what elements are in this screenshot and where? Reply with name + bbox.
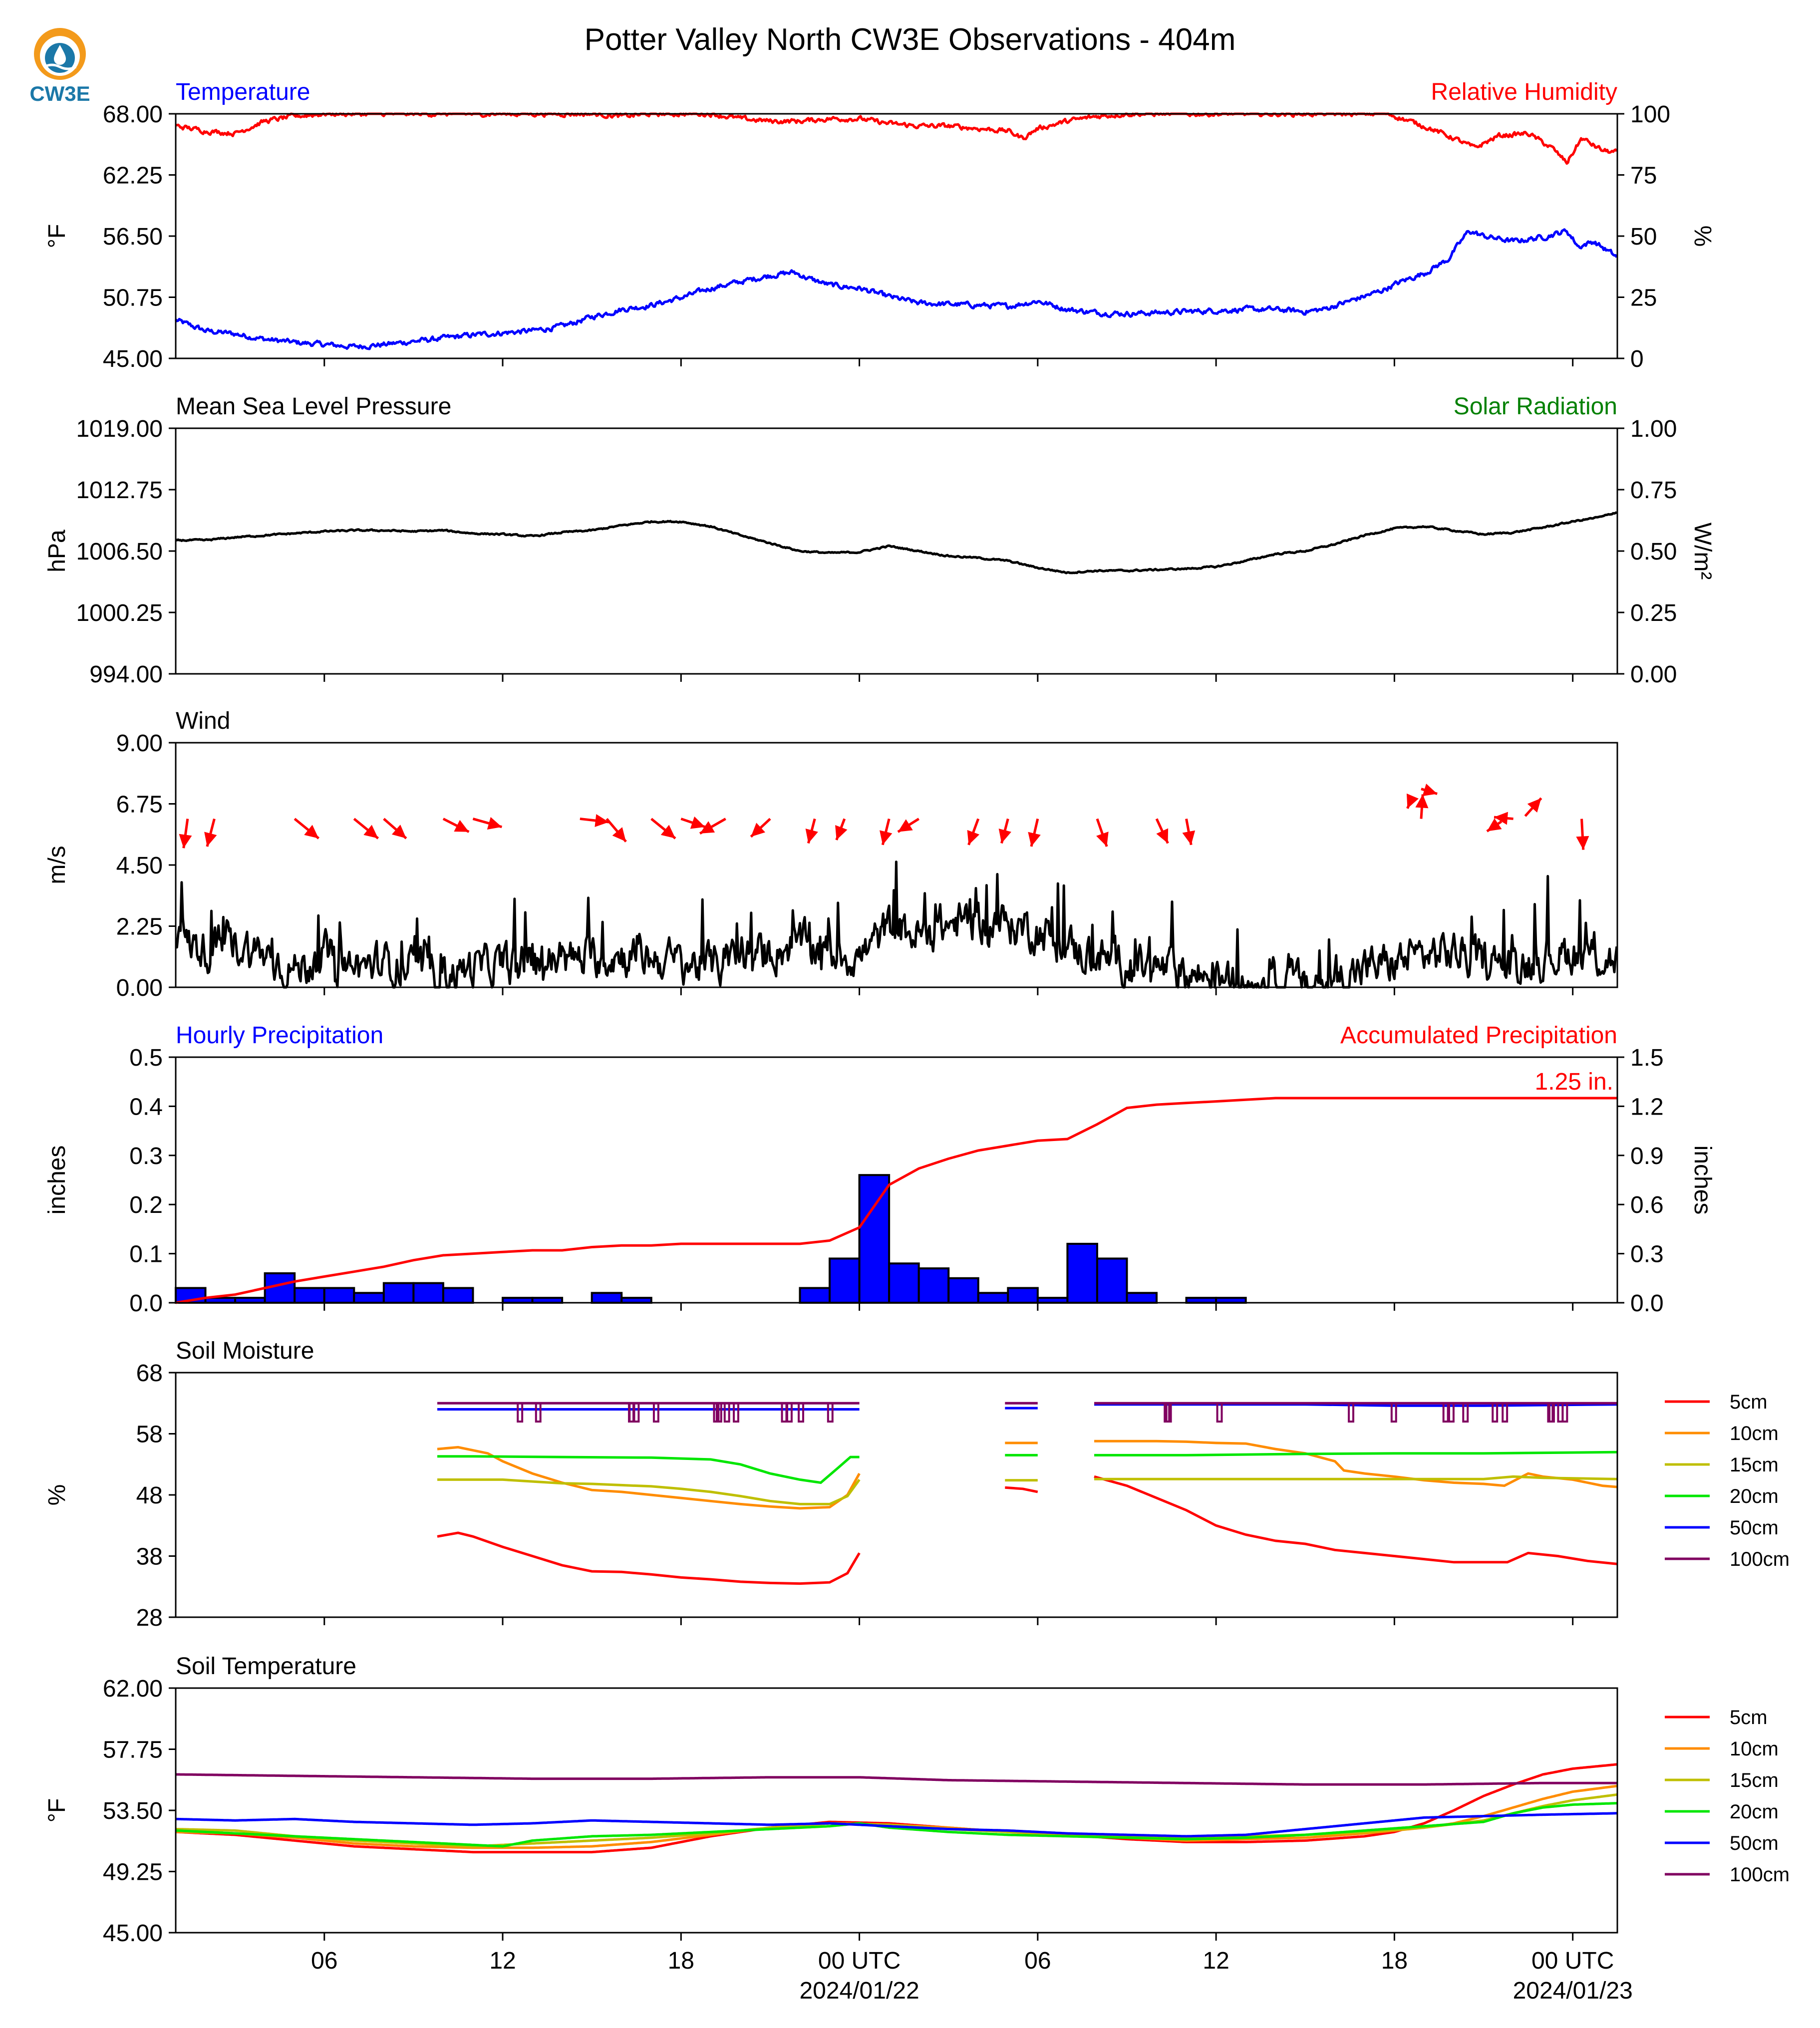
series-10cm	[437, 1441, 1617, 1508]
legend-label: 100cm	[1730, 1864, 1790, 1886]
y-tick-label: 48	[136, 1482, 163, 1509]
x-tick-label: 00 UTC	[1531, 1948, 1614, 1974]
x-tick-label: 12	[1203, 1948, 1229, 1974]
legend-label: 5cm	[1730, 1707, 1768, 1729]
panel-frame	[176, 428, 1617, 674]
precip-bar	[830, 1258, 860, 1303]
series-dropout	[725, 1403, 729, 1422]
y-right-tick-label: 0.6	[1630, 1192, 1664, 1219]
legend-label: 5cm	[1730, 1391, 1768, 1413]
legend-label: 10cm	[1730, 1423, 1779, 1445]
series-line	[176, 512, 1617, 573]
legends	[1665, 1391, 1790, 1886]
wind-arrow-head	[1576, 836, 1589, 850]
wind-arrow-head	[999, 829, 1011, 843]
legend-label: 50cm	[1730, 1832, 1779, 1854]
y-right-axis-label: inches	[1689, 1145, 1716, 1215]
y-axis-label: m/s	[44, 846, 70, 884]
precip-bar	[889, 1263, 919, 1303]
soil-temperature-legend	[1665, 1707, 1790, 1886]
y-tick-label: 1006.50	[76, 539, 163, 565]
wind-arrow-head	[690, 817, 705, 829]
y-tick-label: 1019.00	[76, 416, 163, 442]
precip-bar	[324, 1288, 354, 1303]
series-segment	[437, 1479, 860, 1504]
y-tick-label: 38	[136, 1543, 163, 1570]
y-tick-label: 62.25	[102, 162, 163, 189]
wind-arrow-head	[179, 834, 192, 849]
x-tick-label: 18	[667, 1948, 694, 1974]
series-line	[176, 114, 1617, 164]
wind-arrow-head	[1096, 832, 1109, 847]
panel-frame	[176, 1688, 1617, 1933]
y-right-tick-label: 100	[1630, 101, 1671, 128]
accumulated-total-label: 1.25 in.	[1534, 1069, 1613, 1095]
series-dropout	[629, 1403, 634, 1422]
y-tick-label: 0.5	[129, 1045, 163, 1071]
panel-temperature-rh	[44, 79, 1716, 372]
precip-bar	[592, 1293, 622, 1303]
series-dropout	[782, 1403, 787, 1422]
soil-moisture-legend	[1665, 1391, 1790, 1570]
wind-arrow-head	[1028, 832, 1040, 847]
series-mean-sea-level-pressure	[176, 512, 1617, 573]
x-axis	[311, 1948, 1633, 2004]
precip-bar	[860, 1175, 890, 1303]
panel-title-left: Wind	[176, 708, 231, 734]
y-right-tick-label: 50	[1630, 224, 1657, 250]
series-dropout	[787, 1403, 792, 1422]
series-dropout	[1217, 1403, 1222, 1422]
y-tick-label: 58	[136, 1421, 163, 1448]
y-tick-label: 50.75	[102, 285, 163, 311]
wind-arrow-head	[1415, 794, 1428, 808]
y-right-axis-label: W/m²	[1689, 522, 1716, 580]
wind-arrow-head	[1182, 831, 1195, 845]
y-tick-label: 56.50	[102, 224, 163, 250]
y-axis-label: inches	[44, 1145, 70, 1215]
x-tick-label: 06	[311, 1948, 338, 1974]
y-right-tick-label: 75	[1630, 162, 1657, 189]
panel-soil-moisture	[44, 1338, 1617, 1631]
legend-label: 50cm	[1730, 1517, 1779, 1539]
y-tick-label: 9.00	[116, 730, 163, 757]
panel-title-right: Relative Humidity	[1431, 79, 1617, 105]
y-tick-label: 68.00	[102, 101, 163, 128]
y-right-tick-label: 0.0	[1630, 1290, 1664, 1317]
x-tick-date: 2024/01/22	[799, 1978, 919, 2004]
precip-bar	[443, 1288, 473, 1303]
series-dropout	[799, 1403, 803, 1422]
panel-precipitation	[44, 1022, 1716, 1317]
wind-arrow-head	[806, 829, 818, 843]
panel-wind	[44, 708, 1617, 1001]
y-axis-label: %	[44, 1484, 70, 1506]
series-segment	[1094, 1476, 1617, 1564]
figure-title: Potter Valley North CW3E Observations - 404m	[584, 22, 1236, 57]
series-line	[176, 862, 1617, 987]
series-dropout	[828, 1403, 833, 1422]
y-tick-label: 0.2	[129, 1192, 163, 1219]
series-dropout	[518, 1403, 522, 1422]
panel-title-left: Temperature	[176, 79, 310, 105]
panel-frame	[176, 1373, 1617, 1617]
series-line	[176, 1774, 1617, 1784]
series-segment	[1005, 1487, 1038, 1492]
panel-frame	[176, 114, 1617, 358]
y-tick-label: 28	[136, 1605, 163, 1631]
series-temperature	[176, 230, 1617, 349]
precip-bar	[800, 1288, 830, 1303]
panel-title-left: Mean Sea Level Pressure	[176, 393, 452, 420]
x-tick-label: 00 UTC	[818, 1948, 901, 1974]
wind-arrow-head	[880, 830, 892, 845]
legend-label: 10cm	[1730, 1738, 1779, 1760]
precip-bar	[295, 1288, 324, 1303]
y-tick-label: 45.00	[102, 346, 163, 372]
y-tick-label: 0.0	[129, 1290, 163, 1317]
y-right-tick-label: 0	[1630, 346, 1644, 372]
series-100cm	[176, 1774, 1617, 1784]
y-right-tick-label: 0.50	[1630, 539, 1677, 565]
y-right-tick-label: 0.9	[1630, 1143, 1664, 1169]
y-tick-label: 1000.25	[76, 600, 163, 626]
precip-bar	[354, 1293, 384, 1303]
y-tick-label: 68	[136, 1360, 163, 1387]
legend-label: 100cm	[1730, 1548, 1790, 1570]
y-tick-label: 2.25	[116, 913, 163, 940]
series-dropout	[654, 1403, 658, 1422]
wind-arrow-head	[487, 817, 502, 830]
y-right-tick-label: 0.3	[1630, 1241, 1664, 1268]
panel-title-right: Accumulated Precipitation	[1340, 1022, 1617, 1049]
x-tick-label: 12	[489, 1948, 516, 1974]
panel-pressure-solar	[44, 393, 1716, 688]
y-right-tick-label: 0.00	[1630, 661, 1677, 688]
y-right-tick-label: 25	[1630, 285, 1657, 311]
series-dropout	[734, 1403, 738, 1422]
y-right-tick-label: 1.2	[1630, 1094, 1664, 1121]
y-right-tick-label: 1.5	[1630, 1045, 1664, 1071]
legend-label: 15cm	[1730, 1454, 1779, 1476]
series-segment	[1094, 1405, 1617, 1406]
precip-bars	[176, 1175, 1246, 1303]
precip-bar	[1127, 1293, 1157, 1303]
y-tick-label: 53.50	[102, 1798, 163, 1824]
legend-label: 15cm	[1730, 1769, 1779, 1791]
precip-bar	[384, 1283, 414, 1303]
series-dropout	[536, 1403, 541, 1422]
precip-bar	[1067, 1244, 1097, 1303]
precip-bar	[978, 1293, 1008, 1303]
y-right-tick-label: 1.00	[1630, 416, 1677, 442]
series-line	[176, 1786, 1617, 1848]
y-tick-label: 49.25	[102, 1859, 163, 1886]
y-tick-label: 62.00	[102, 1676, 163, 1702]
y-right-axis-label: %	[1689, 225, 1716, 247]
precip-bar	[1008, 1288, 1038, 1303]
wind-arrow-head	[204, 832, 217, 847]
y-tick-label: 45.00	[102, 1920, 163, 1947]
precip-bar	[1097, 1258, 1127, 1303]
y-tick-label: 57.75	[102, 1737, 163, 1763]
y-axis-label: hPa	[44, 530, 70, 573]
y-tick-label: 0.4	[129, 1094, 163, 1121]
precip-bar	[948, 1278, 978, 1303]
y-tick-label: 0.00	[116, 975, 163, 1001]
series-wind-speed	[176, 862, 1617, 987]
wind-arrows	[179, 784, 1589, 850]
series-segment	[1094, 1452, 1617, 1455]
y-tick-label: 1012.75	[76, 477, 163, 504]
y-tick-label: 0.3	[129, 1143, 163, 1169]
wind-arrow-head	[898, 819, 913, 832]
series-segment	[1094, 1476, 1617, 1479]
plot-panels	[44, 79, 1716, 1947]
logo-text: CW3E	[29, 82, 90, 105]
y-tick-label: 4.50	[116, 853, 163, 879]
panel-title-left: Hourly Precipitation	[176, 1022, 384, 1049]
y-tick-label: 6.75	[116, 791, 163, 818]
y-axis-label: °F	[44, 224, 70, 249]
series-50cm	[437, 1405, 1617, 1410]
panel-title-right: Solar Radiation	[1453, 393, 1617, 420]
series-segment	[437, 1533, 860, 1584]
series-10cm	[176, 1786, 1617, 1848]
precip-bar	[919, 1268, 949, 1303]
x-tick-label: 06	[1024, 1948, 1051, 1974]
legend-label: 20cm	[1730, 1801, 1779, 1823]
precip-bar	[413, 1283, 443, 1303]
x-tick-date: 2024/01/23	[1513, 1978, 1633, 2004]
series-line	[176, 230, 1617, 349]
series-relative-humidity	[176, 114, 1617, 164]
panel-soil-temperature	[44, 1653, 1617, 1947]
y-axis-label: °F	[44, 1798, 70, 1823]
y-tick-label: 0.1	[129, 1241, 163, 1268]
y-right-tick-label: 0.75	[1630, 477, 1677, 504]
y-tick-label: 994.00	[89, 661, 163, 688]
panel-title-left: Soil Temperature	[176, 1653, 356, 1680]
panel-title-left: Soil Moisture	[176, 1338, 314, 1364]
y-right-tick-label: 0.25	[1630, 600, 1677, 626]
legend-label: 20cm	[1730, 1485, 1779, 1507]
x-tick-label: 18	[1381, 1948, 1408, 1974]
